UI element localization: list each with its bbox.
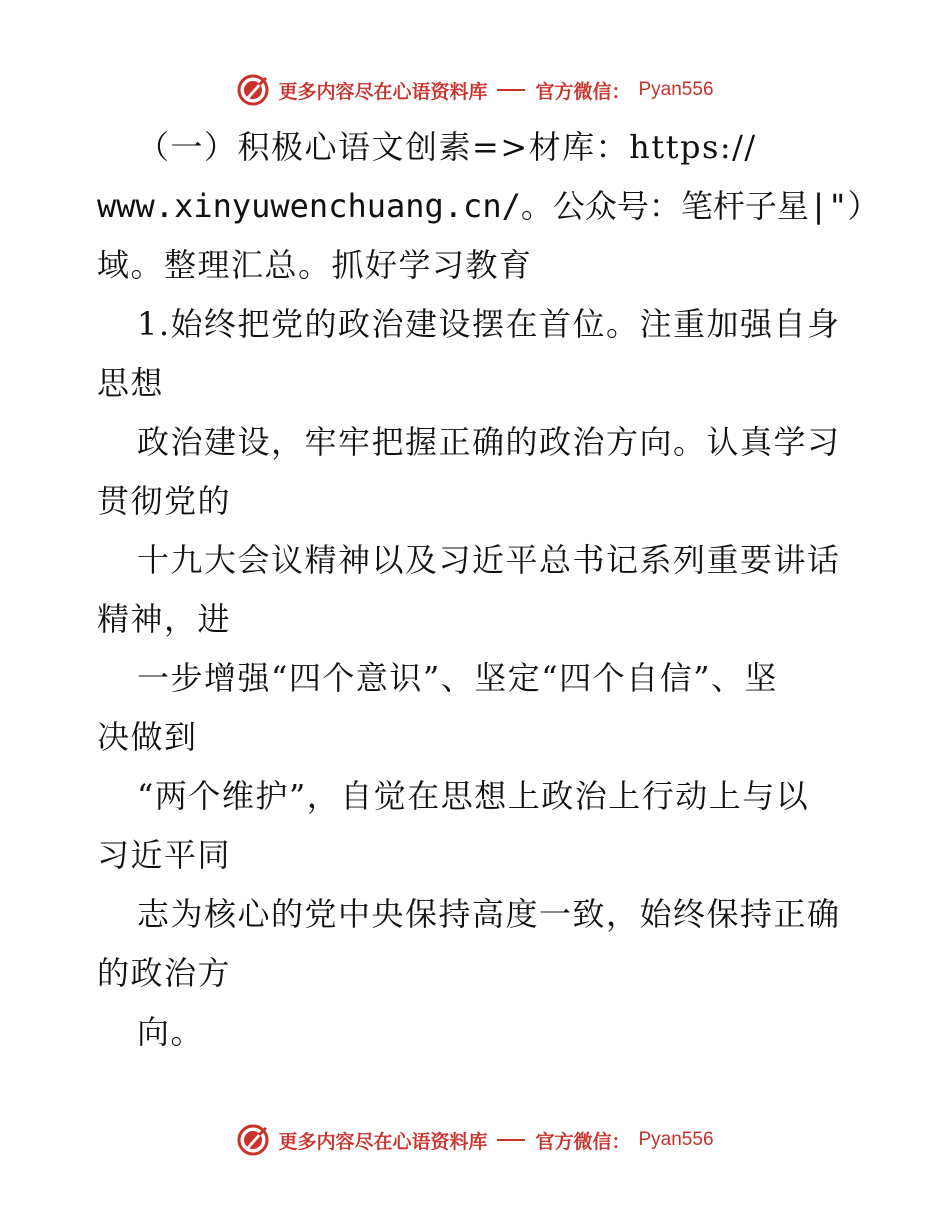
body-line: 决做到 [97,718,198,756]
footer-banner [0,1120,950,1160]
body-line: www.xinyuwenchuang.cn/。公众号：笔杆子星|"） [97,187,880,225]
footer-banner-dash [497,1139,525,1141]
body-line: （一）积极心语文创素=>材库：https:// [137,128,757,166]
pen-nib-logo-icon [236,73,270,107]
header-wechat-id: Pyan556 [638,79,714,100]
body-line: 十九大会议精神以及习近平总书记系列重要讲话 [137,541,841,579]
body-line: 一步增强“四个意识”、坚定“四个自信”、坚 [137,659,778,697]
pen-nib-logo-icon [236,1123,270,1157]
footer-wechat-label: 官方微信： [535,1130,631,1153]
footer-wechat-id: Pyan556 [638,1129,714,1150]
header-banner-text: 更多内容尽在心语资料库 [278,80,488,103]
header-banner-dash [497,89,525,91]
document-body [97,118,880,1062]
body-line: “两个维护”，自觉在思想上政治上行动上与以 [137,777,810,815]
body-line: 志为核心的党中央保持高度一致，始终保持正确 [137,895,841,933]
body-line: 思想 [97,364,165,402]
body-line: 的政治方 [97,954,232,992]
body-line: 习近平同 [97,836,232,874]
body-line: 精神，进 [97,600,232,638]
body-line: 向。 [137,1013,205,1051]
header-wechat-label: 官方微信： [535,80,631,103]
body-line: 域。整理汇总。抓好学习教育 [97,246,533,284]
footer-banner-text: 更多内容尽在心语资料库 [278,1130,488,1153]
header-banner [0,70,950,110]
body-line: 政治建设，牢牢把握正确的政治方向。认真学习 [137,423,841,461]
body-line: 1.始终把党的政治建设摆在首位。注重加强自身 [137,305,841,343]
body-line: 贯彻党的 [97,482,232,520]
